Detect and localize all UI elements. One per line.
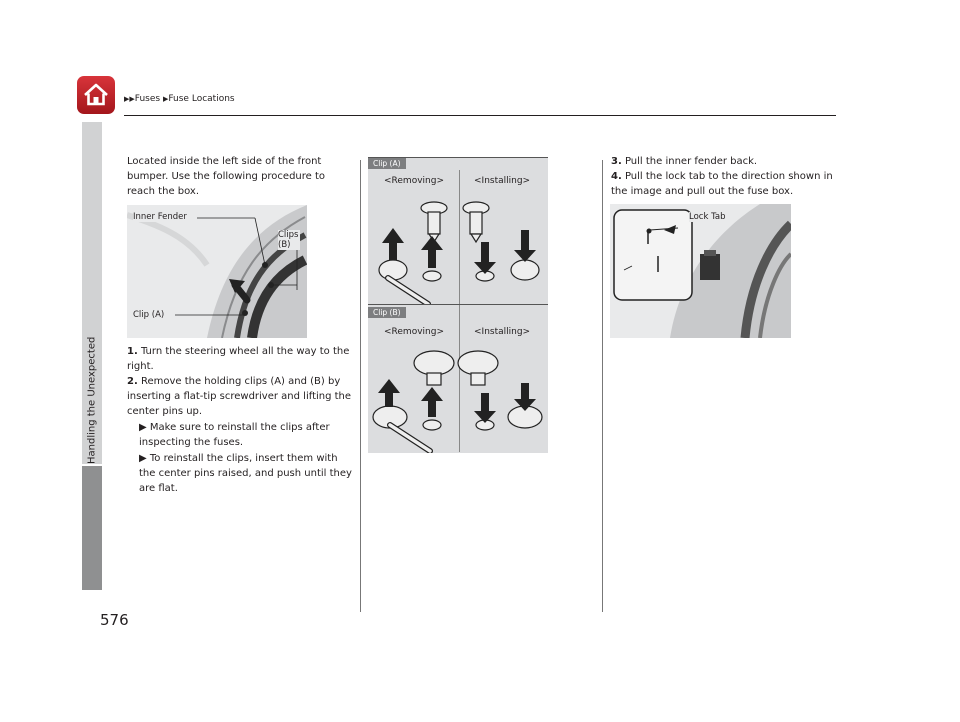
removing-label: <Removing> <box>384 176 444 186</box>
home-button[interactable] <box>77 76 115 114</box>
step-number: 4. <box>611 171 622 182</box>
page-number: 576 <box>100 611 129 629</box>
callout-lock-tab: Lock Tab <box>689 212 726 222</box>
installing-label: <Installing> <box>474 176 531 186</box>
callout-clips-b: Clips (B) <box>278 230 299 250</box>
clip-b-diagram <box>368 341 548 453</box>
arrow-icon: ▶▶ <box>124 95 135 103</box>
step-number: 3. <box>611 156 622 167</box>
callout-clip-a: Clip (A) <box>133 310 165 320</box>
intro-text: Located inside the left side of the front bumper. Use the following procedure to reach the box. <box>127 156 326 197</box>
breadcrumb-item-fuses[interactable]: Fuses <box>134 94 161 104</box>
arrow-icon: ▶ <box>162 95 169 103</box>
step-2 <box>127 374 353 419</box>
header-rule <box>124 115 836 116</box>
clip-a-tag: Clip (A) <box>368 158 406 169</box>
column-divider <box>360 160 361 612</box>
note-2 <box>139 451 353 496</box>
callout-inner-fender: Inner Fender <box>133 212 187 222</box>
breadcrumb <box>124 94 235 104</box>
note-text: To reinstall the clips, insert them with the center pins raised, and push until they are flat. <box>139 453 352 494</box>
step-1 <box>127 344 353 374</box>
fuse-box-illustration <box>610 204 791 338</box>
fuse-box-drawing <box>610 204 791 338</box>
step-number: 2. <box>127 376 138 387</box>
note-arrow-icon: ▶ <box>139 422 150 433</box>
step-text: Remove the holding clips (A) and (B) by inserting a flat-tip screwdriver and lifting the center pins up. <box>127 376 352 417</box>
step-3 <box>611 154 839 169</box>
clip-b-panel <box>368 304 548 453</box>
home-icon <box>77 76 115 114</box>
section-tab-marker <box>82 466 102 590</box>
step-number: 1. <box>127 346 138 357</box>
clip-a-panel <box>368 157 548 305</box>
step-4 <box>611 169 839 199</box>
step-text: Pull the lock tab to the direction shown in the image and pull out the fuse box. <box>611 171 833 197</box>
step-text: Turn the steering wheel all the way to the right. <box>127 346 350 372</box>
removing-label: <Removing> <box>384 327 444 337</box>
note-1 <box>139 420 353 450</box>
clip-b-tag: Clip (B) <box>368 307 406 318</box>
installing-label: <Installing> <box>474 327 531 337</box>
breadcrumb-item-fuse-locations[interactable]: Fuse Locations <box>168 94 235 104</box>
clip-a-diagram <box>368 188 548 305</box>
column-divider <box>602 160 603 612</box>
step-text: Pull the inner fender back. <box>624 156 758 167</box>
note-arrow-icon: ▶ <box>139 453 150 464</box>
section-title: Handling the Unexpected <box>86 336 98 464</box>
note-text: Make sure to reinstall the clips after inspecting the fuses. <box>139 422 330 448</box>
